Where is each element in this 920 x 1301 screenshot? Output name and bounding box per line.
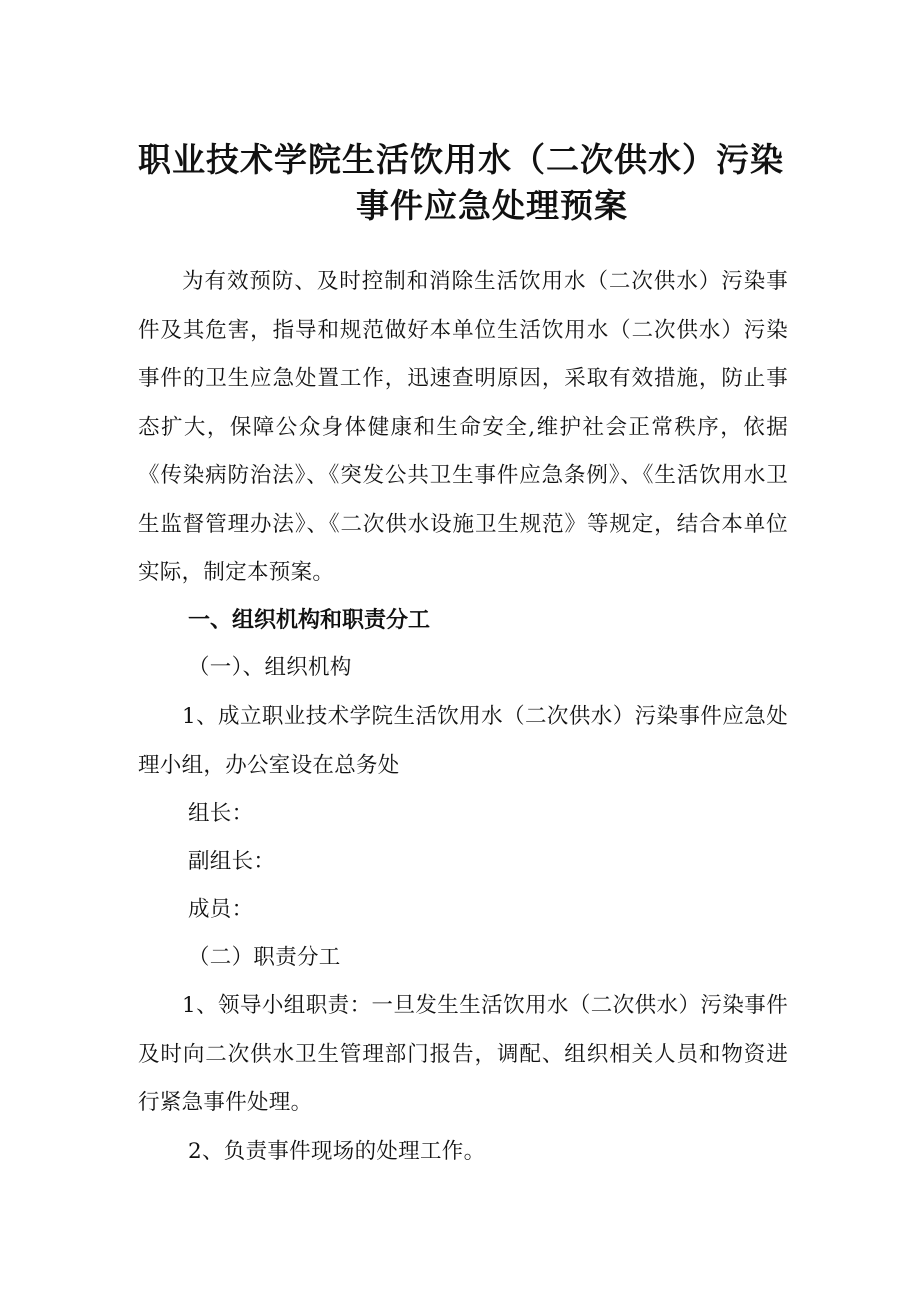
leader-label: 组长： [188,801,254,826]
subsection-1-heading: （一）、组织机构 [188,655,352,680]
subsection-2-heading: （二）职责分工 [188,945,341,970]
item-1-paragraph: 1、成立职业技术学院生活饮用水（二次供水）污染事件应急处理小组，办公室设在总务处 [138,704,788,778]
document-title-line-2: 事件应急处理预案 [356,186,628,225]
duty-2-paragraph: 2、负责事件现场的处理工作。 [188,1139,486,1164]
member-label: 成员： [188,897,254,922]
section-1-heading: 一、组织机构和职责分工 [188,608,431,633]
deputy-leader-label: 副组长： [188,849,276,874]
intro-paragraph: 为有效预防、及时控制和消除生活饮用水（二次供水）污染事件及其危害，指导和规范做好本单位生活饮用水（二次供水）污染事件的卫生应急处置工作，迅速查明原因，采取有效措施，防止事态扩大，保障公众身体健康和生命安全,维护社会正常秩序，依据《传染病防治法》、《突发公共卫生事件应急条例》、《生活饮用水卫生监督管理办法》、《二次供水设施卫生规范》等规定，结合本单位实际，制定本预案。 [138,269,788,585]
document-title-line-1: 职业技术学院生活饮用水（二次供水）污染 [138,140,784,179]
duty-1-paragraph: 1、领导小组职责：一旦发生生活饮用水（二次供水）污染事件及时向二次供水卫生管理部门报告，调配、组织相关人员和物资进行紧急事件处理。 [138,993,788,1115]
